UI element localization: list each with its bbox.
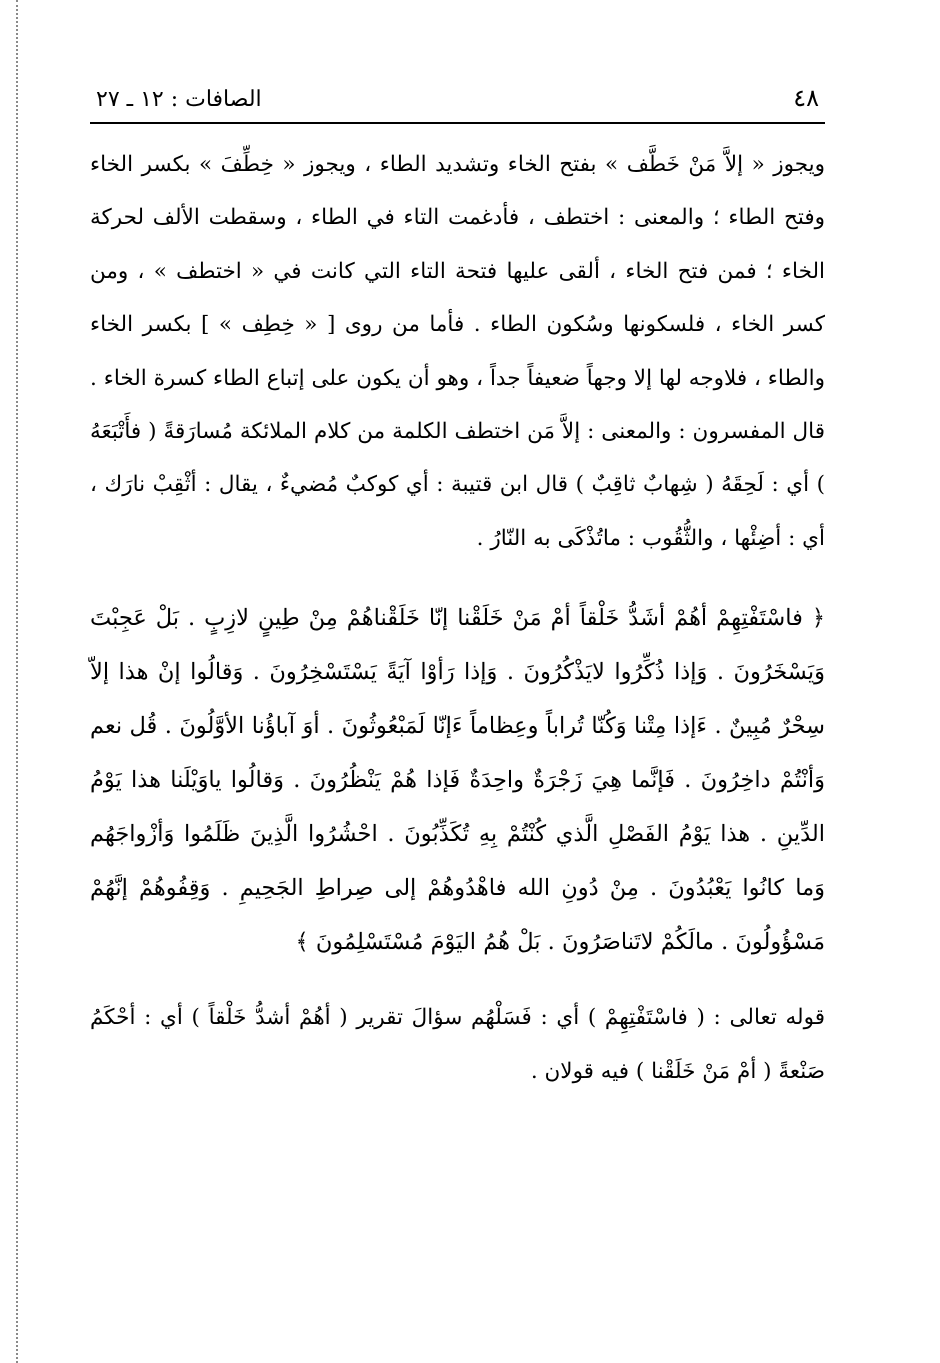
scan-page-edge: [16, 0, 18, 1363]
paragraph-text: قوله تعالى : ( فاسْتَفْتِهِمْ ) أي : فَسَلْهُم سؤالَ تقرير ( أهُمْ أشدُّ خَلْقاً ) أي : أحْكَمُ صَنْعةً ( أمْ مَنْ خَلَقْنا ) فيه قولان .: [90, 1005, 825, 1084]
commentary-paragraph-1: [90, 138, 825, 565]
verses-text: ﴿ فاسْتَفْتِهِمْ أهُمْ أشَدُّ خَلْقاً أمْ مَنْ خَلَقْنا إنّا خَلَقْناهُمْ مِنْ طِينٍ لازِبٍ . بَلْ عَجِبْتَ وَيَسْخَرُونَ . وَإذا ذُكِّرُوا لايَذْكُرُونَ . وَإذا رَأوْا آيَةً يَسْتَسْخِرُونَ . وَقالُوا إنْ هذا إلاّ سِحْرٌ مُبِينٌ . ءَإذا مِتْنا وَكُنّا تُراباً وعِظاماً ءَإنّا لَمَبْعُوثُونَ . أوَ آباؤُنا الأوَّلُونَ . قُل نعم وَأنْتُمْ داخِرُونَ . فَإنَّما هِيَ زَجْرَةٌ واحِدَةٌ فَإذا هُمْ يَنْظُرُونَ . وَقالُوا ياوَيْلَنا هذا يَوْمُ الدِّينِ . هذا يَوْمُ الفَصْلِ الَّذي كُنْتُمْ بِهِ تُكَذِّبُونَ . احْشُرُوا الَّذِينَ ظَلَمُوا وَأزْواجَهُم وَما كانُوا يَعْبُدُونَ . مِنْ دُونِ الله فاهْدُوهُمْ إلى صِراطِ الجَحِيمِ . وَقِفُوهُمْ إنَّهُمْ مَسْؤُولُونَ . مالَكُمْ لاتَناصَرُونَ . بَلْ هُمُ اليَوْمَ مُسْتَسْلِمُونَ ﴾: [90, 605, 825, 956]
page-number: ٤٨: [793, 84, 819, 112]
book-page: [90, 84, 825, 1098]
page-header: [90, 84, 825, 124]
paragraph-text: ويجوز « إلاَّ مَنْ خَطَّف » بفتح الخاء وتشديد الطاء ، ويجوز « خِطِّفَ » بكسر الخاء وفتح الطاء ؛ والمعنى : اختطف ، فأدغمت التاء في الطاء ، وسقطت الألف لحركة الخاء ؛ فمن فتح الخاء ، ألقى عليها فتحة التاء التي كانت في « اختطف » ، ومن كسر الخاء ، فلسكونها وسُكون الطاء . فأما من روى [ « خِطِف » ] بكسر الخاء والطاء ، فلاوجه لها إلا وجهاً ضعيفاً جداً ، وهو أن يكون على إتباع الطاء كسرة الخاء . قال المفسرون : والمعنى : إلاَّ مَن اختطف الكلمة من كلام الملائكة مُسارَقةً ( فأَتْبَعَهُ ) أي : لَحِقَهُ ( شِهابٌ ثاقِبٌ ) قال ابن قتيبة : أي كوكبٌ مُضيءٌ ، يقال : أثْقِبْ نارَك ، أي : أضِئْها ، والثُّقُوب : ماتُذْكَى به النّارُ .: [90, 152, 825, 551]
quran-verses-block: [90, 591, 825, 969]
commentary-paragraph-2: [90, 991, 825, 1098]
running-title: الصافات : ١٢ ـ ٢٧: [96, 87, 262, 112]
